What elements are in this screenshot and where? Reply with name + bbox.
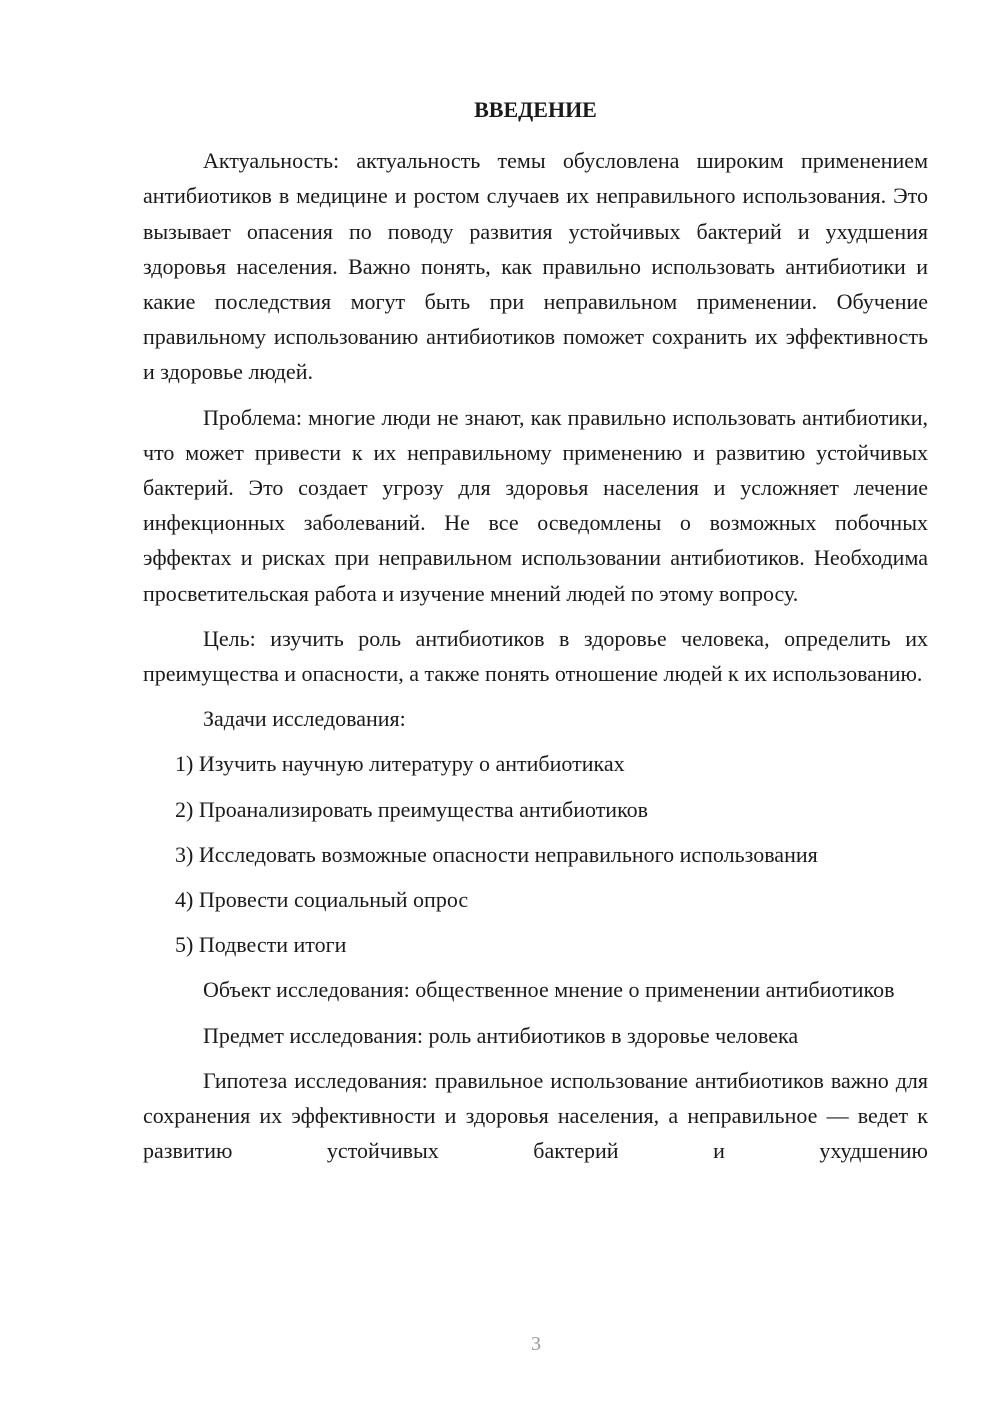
task-item: 2) Проанализировать преимущества антибиотиков [175, 796, 649, 822]
page-body [143, 92, 928, 1178]
tasks-heading: Задачи исследования: [203, 706, 406, 732]
task-item: 5) Подвести итоги [175, 932, 347, 958]
task-item: 3) Исследовать возможные опасности неправильного использования [175, 841, 818, 867]
subject-paragraph: Предмет исследования: роль антибиотиков в здоровье человека [203, 1022, 799, 1048]
task-item: 4) Провести социальный опрос [175, 887, 469, 913]
hypothesis-paragraph: Гипотеза исследования: правильное использование антибиотиков важно для сохранения их эффективности и здоровья населения, а неправильное — ведет к развитию устойчивых бактерий и ухудшению [143, 1067, 928, 1164]
object-paragraph: Объект исследования: общественное мнение о применении антибиотиков [203, 977, 895, 1003]
page-number: 3 [531, 1333, 541, 1355]
relevance-paragraph: Актуальность: актуальность темы обусловлена широким применением антибиотиков в медицине и ростом случаев их неправильного использования. Это вызывает опасения по поводу развития устойчивых бактерий и ухудшения здоровья населения. Важно понять, как правильно использовать антибиотики и какие последствия могут быть при неправильном применении. Обучение правильному использованию антибиотиков поможет сохранить их эффективность и здоровье людей. [143, 148, 928, 385]
goal-paragraph: Цель: изучить роль антибиотиков в здоровье человека, определить их преимущества и опасности, а также понять отношение людей к их использованию. [143, 625, 928, 687]
tasks-list [143, 746, 928, 962]
problem-paragraph: Проблема: многие люди не знают, как правильно использовать антибиотики, что может привести к их неправильному применению и развитию устойчивых бактерий. Это создает угрозу для здоровья населения и усложняет лечение инфекционных заболеваний. Не все осведомлены о возможных побочных эффектах и рисках при неправильном использовании антибиотиков. Необходима просветительская работа и изучение мнений людей по этому вопросу. [143, 404, 928, 606]
section-title: ВВЕДЕНИЕ [474, 97, 597, 122]
task-item: 1) Изучить научную литературу о антибиотиках [175, 751, 625, 777]
